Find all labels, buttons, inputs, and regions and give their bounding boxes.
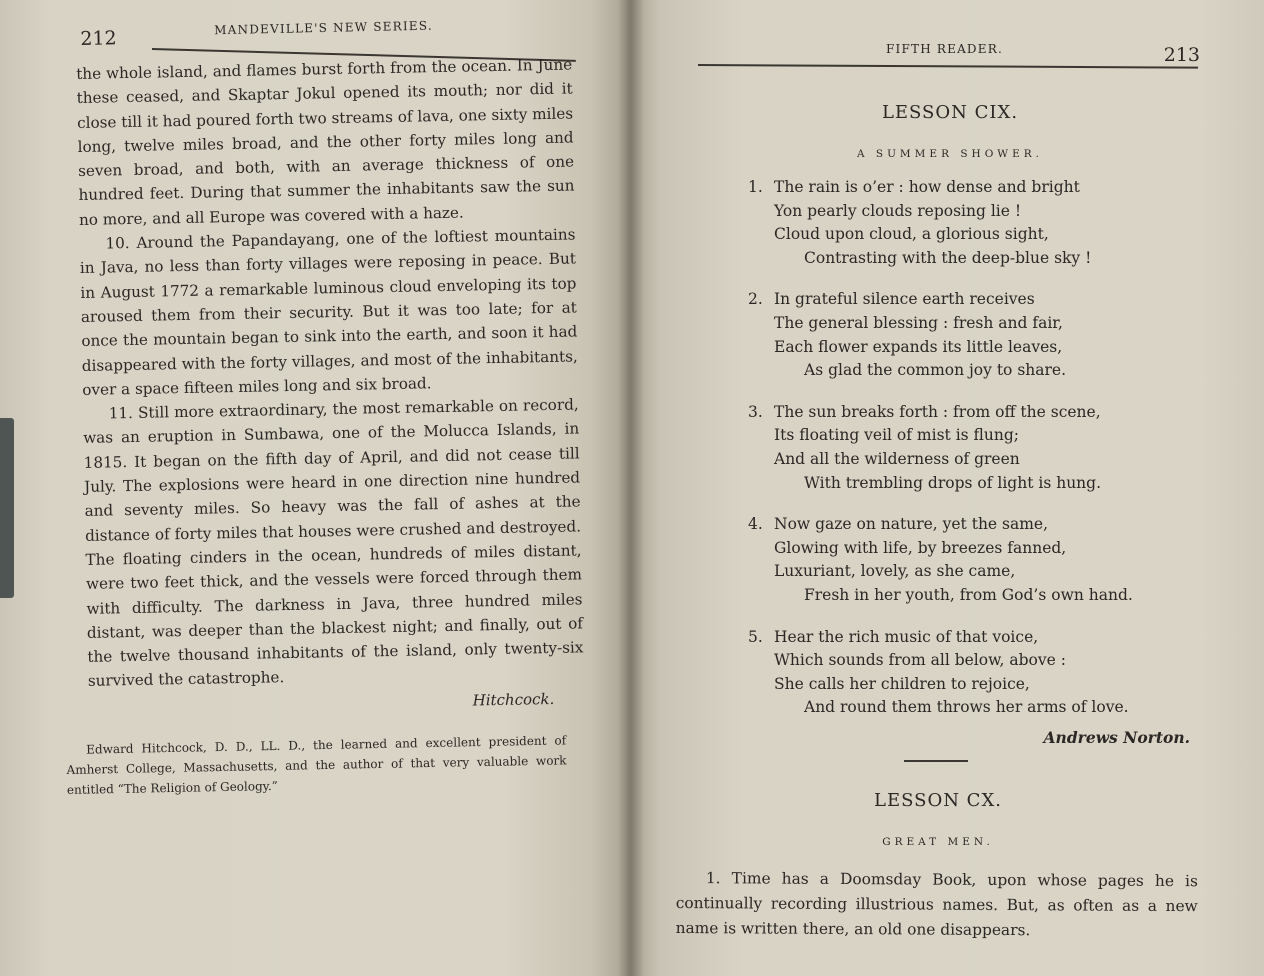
stanza xyxy=(748,626,1198,720)
verse-line: In grateful silence earth receives xyxy=(774,290,1035,309)
stanza-number: 3. xyxy=(748,402,763,421)
verse-line: She calls her children to rejoice, xyxy=(774,674,1030,693)
verse-line: Which sounds from all below, above : xyxy=(774,651,1066,670)
stanza xyxy=(748,288,1198,382)
section-divider xyxy=(904,760,968,762)
paragraph: 1. Time has a Doomsday Book, upon whose pages he is continually recording illustrious names. But, as often as a new name is written there, an old one disappears. xyxy=(675,869,1198,940)
poem xyxy=(748,176,1198,738)
verse-line: Fresh in her youth, from God’s own hand. xyxy=(804,585,1133,604)
left-page-body xyxy=(76,52,585,719)
stanza-number: 5. xyxy=(748,627,763,646)
stanza-number: 1. xyxy=(748,178,763,196)
stanza xyxy=(748,176,1198,270)
verse-line: Glowing with life, by breezes fanned, xyxy=(774,538,1067,557)
stanza xyxy=(748,513,1198,607)
paragraph: 10. Around the Papandayang, one of the loftiest mountains in Java, no less than forty villages were reposing in peace. But in August 1772 a remarkable luminous cloud enveloping its top aroused them from their security. But it was too late; for at once the mountain began to sink into the earth, and soon it had disappeared with the forty villages, and most of the inhabitants, over a space fifteen miles long and six broad. xyxy=(79,225,578,399)
verse-line: Yon pearly clouds reposing lie ! xyxy=(774,201,1022,220)
verse-line: Contrasting with the deep-blue sky ! xyxy=(804,248,1092,267)
verse-line: With trembling drops of light is hung. xyxy=(804,473,1102,492)
verse-line: Each flower expands its little leaves, xyxy=(774,337,1063,356)
author-signature: Hitchcock. xyxy=(472,689,555,710)
verse-line: And all the wilderness of green xyxy=(774,449,1020,468)
verse-line: Cloud upon cloud, a glorious sight, xyxy=(774,225,1049,244)
paragraph: 11. Still more extraordinary, the most remarkable on record, was an eruption in Sumbawa, one of the Molucca Islands, in 1815. It began on the fifth day of April, and did not cease till July. The explosions were heard in one direction nine hundred and seventy miles. So heavy was the fall of ashes at the distance of forty miles that houses were crushed and destroyed. The floating cinders in the ocean, hundreds of miles distant, were two feet thick, and the vessels were forced through them with difficulty. The darkness in Java, three hundred miles distant, was deeper than the blackest night; and finally, out of the twelve thousand inhabitants of the island, only twenty-six survived the catastrophe. xyxy=(83,395,584,691)
lesson-subtitle: GREAT MEN. xyxy=(882,836,994,848)
verse-line: The general blessing : fresh and fair, xyxy=(774,313,1063,332)
left-running-head: MANDEVILLE'S NEW SERIES. xyxy=(214,18,433,38)
verse-line: Hear the rich music of that voice, xyxy=(774,627,1039,646)
lesson-body xyxy=(676,866,1198,944)
stanza-number: 2. xyxy=(748,290,763,309)
footnote xyxy=(66,730,567,800)
verse-line: The rain is o’er : how dense and bright xyxy=(774,178,1080,196)
lesson-subtitle: A SUMMER SHOWER. xyxy=(856,148,1044,160)
verse-line: Its floating veil of mist is flung; xyxy=(774,426,1019,445)
right-running-head: FIFTH READER. xyxy=(886,42,1003,56)
stanza xyxy=(748,401,1198,495)
book-gutter xyxy=(618,0,644,976)
stanza-number: 4. xyxy=(748,515,763,534)
lesson-title: LESSON CX. xyxy=(874,790,1002,811)
left-page-number: 212 xyxy=(80,27,117,50)
verse-line: Now gaze on nature, yet the same, xyxy=(774,515,1049,534)
footnote-text: Edward Hitchcock, D. D., LL. D., the learned and excellent president of Amherst College, Massachusetts, and the author of that very valuable work entitled “The Religion of Geology.” xyxy=(66,733,567,797)
verse-line: And round them throws her arms of love. xyxy=(804,698,1129,717)
poem-author: Andrews Norton. xyxy=(1043,728,1190,747)
verse-line: Luxuriant, lovely, as she came, xyxy=(774,562,1016,581)
paragraph: the whole island, and flames burst forth from the ocean. In June these ceased, and Skaptar Jokul opened its mouth; nor did it close till it had poured forth two streams of lava, one sixty miles long, twelve miles broad, and the other forty miles long and seven broad, and both, with an average thickness of one hundred feet. During that summer the inhabitants saw the sun no more, and all Europe was covered with a haze. xyxy=(76,55,575,229)
right-page-number: 213 xyxy=(1163,44,1200,66)
page-edge-tab xyxy=(0,418,14,598)
verse-line: As glad the common joy to share. xyxy=(804,361,1067,380)
verse-line: The sun breaks forth : from off the scene, xyxy=(774,402,1101,421)
lesson-title: LESSON CIX. xyxy=(881,102,1019,123)
